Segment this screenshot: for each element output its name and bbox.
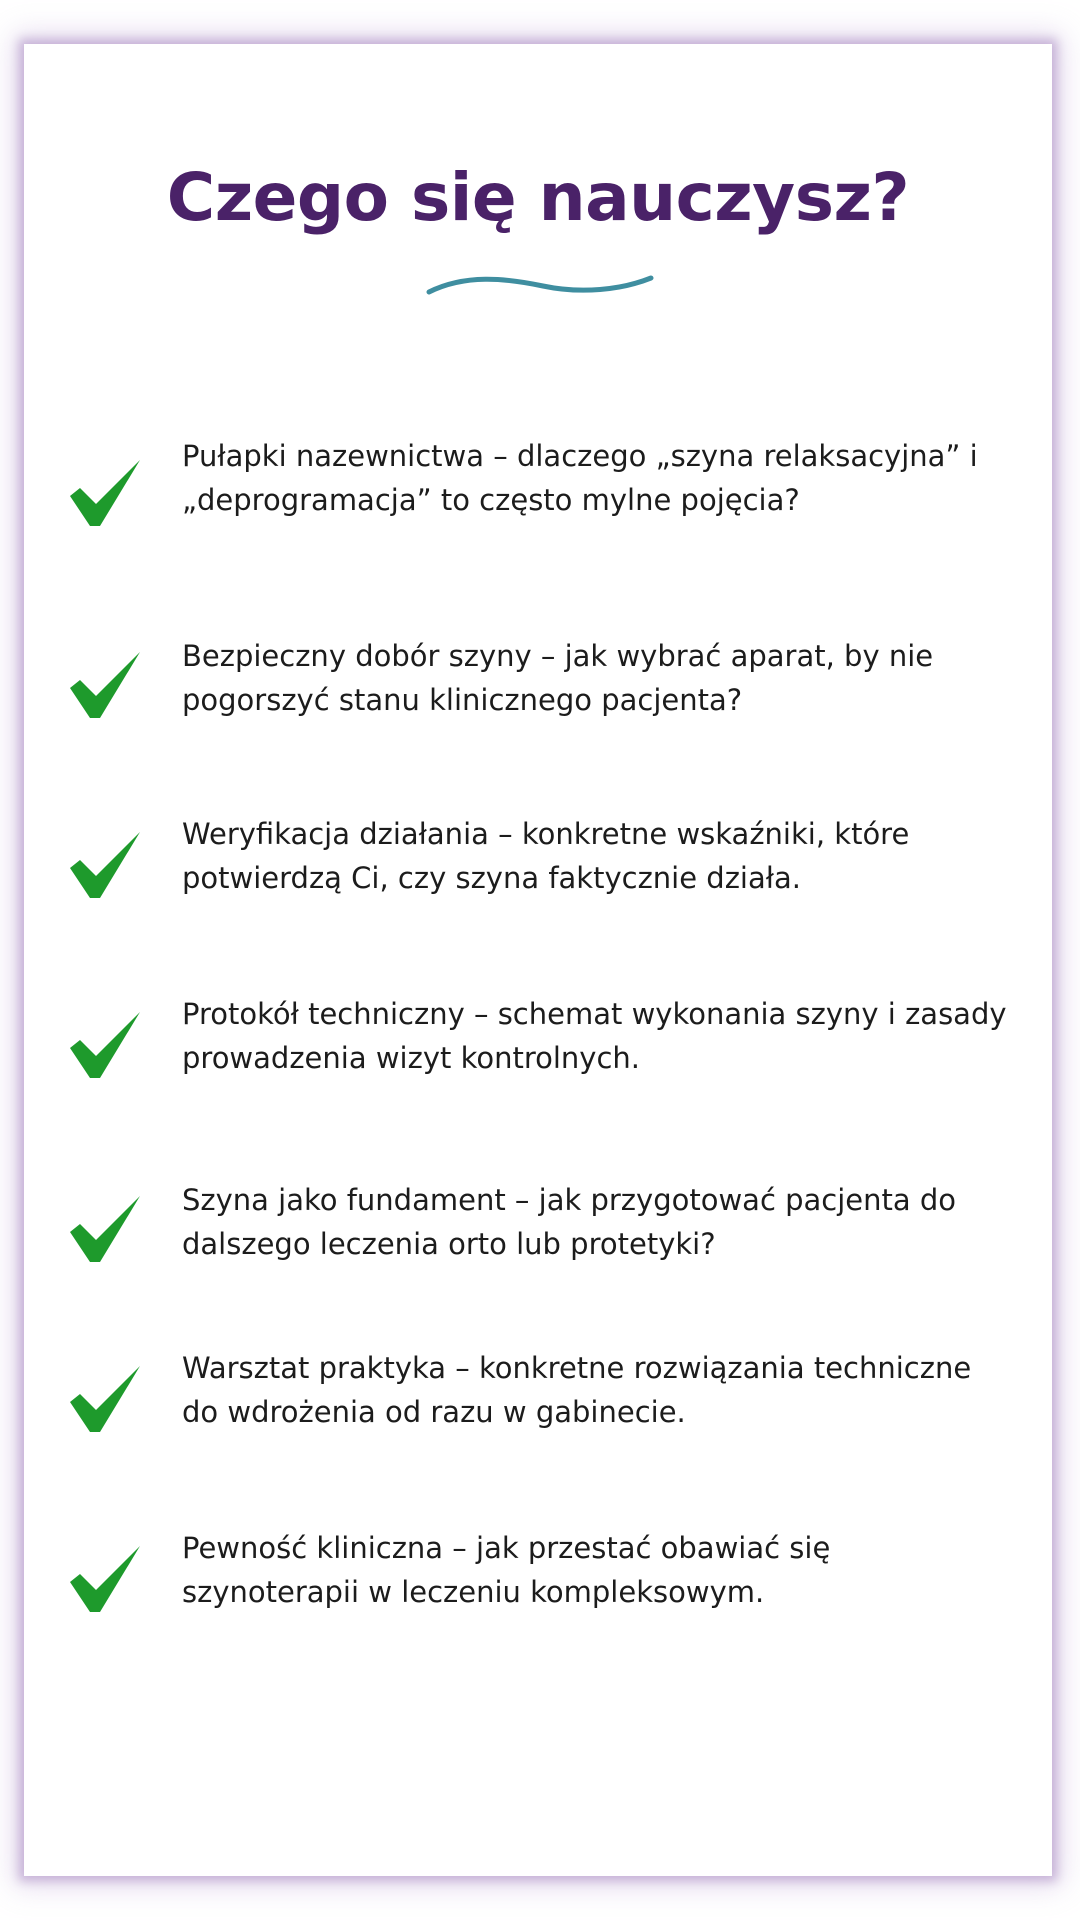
check-icon: [66, 1186, 146, 1266]
check-icon: [66, 1356, 146, 1436]
check-icon: [66, 642, 146, 722]
item-text: Pewność kliniczna – jak przestać obawiać się szynoterapii w leczeniu kompleksowym.: [182, 1531, 831, 1609]
check-icon: [66, 1002, 146, 1082]
item-text: Protokół techniczny – schemat wykonania szyny i zasady prowadzenia wizyt kontrolnych.: [182, 997, 1007, 1075]
check-icon: [66, 822, 146, 902]
check-icon: [66, 450, 146, 530]
item-text: Bezpieczny dobór szyny – jak wybrać aparat, by nie pogorszyć stanu klinicznego pacjenta?: [182, 639, 934, 717]
page-title: Czego się nauczysz?: [166, 159, 910, 236]
learning-list: [24, 44, 1052, 1876]
content-card: [24, 44, 1052, 1876]
check-icon: [66, 1536, 146, 1616]
item-text: Szyna jako fundament – jak przygotować pacjenta do dalszego leczenia orto lub protetyki?: [182, 1183, 957, 1261]
item-text: Warsztat praktyka – konkretne rozwiązania techniczne do wdrożenia od razu w gabinecie.: [182, 1351, 972, 1429]
item-text: Pułapki nazewnictwa – dlaczego „szyna relaksacyjna” i „deprogramacja” to często mylne pojęcia?: [182, 439, 978, 517]
item-text: Weryfikacja działania – konkretne wskaźniki, które potwierdzą Ci, czy szyna faktycznie działa.: [182, 817, 910, 895]
